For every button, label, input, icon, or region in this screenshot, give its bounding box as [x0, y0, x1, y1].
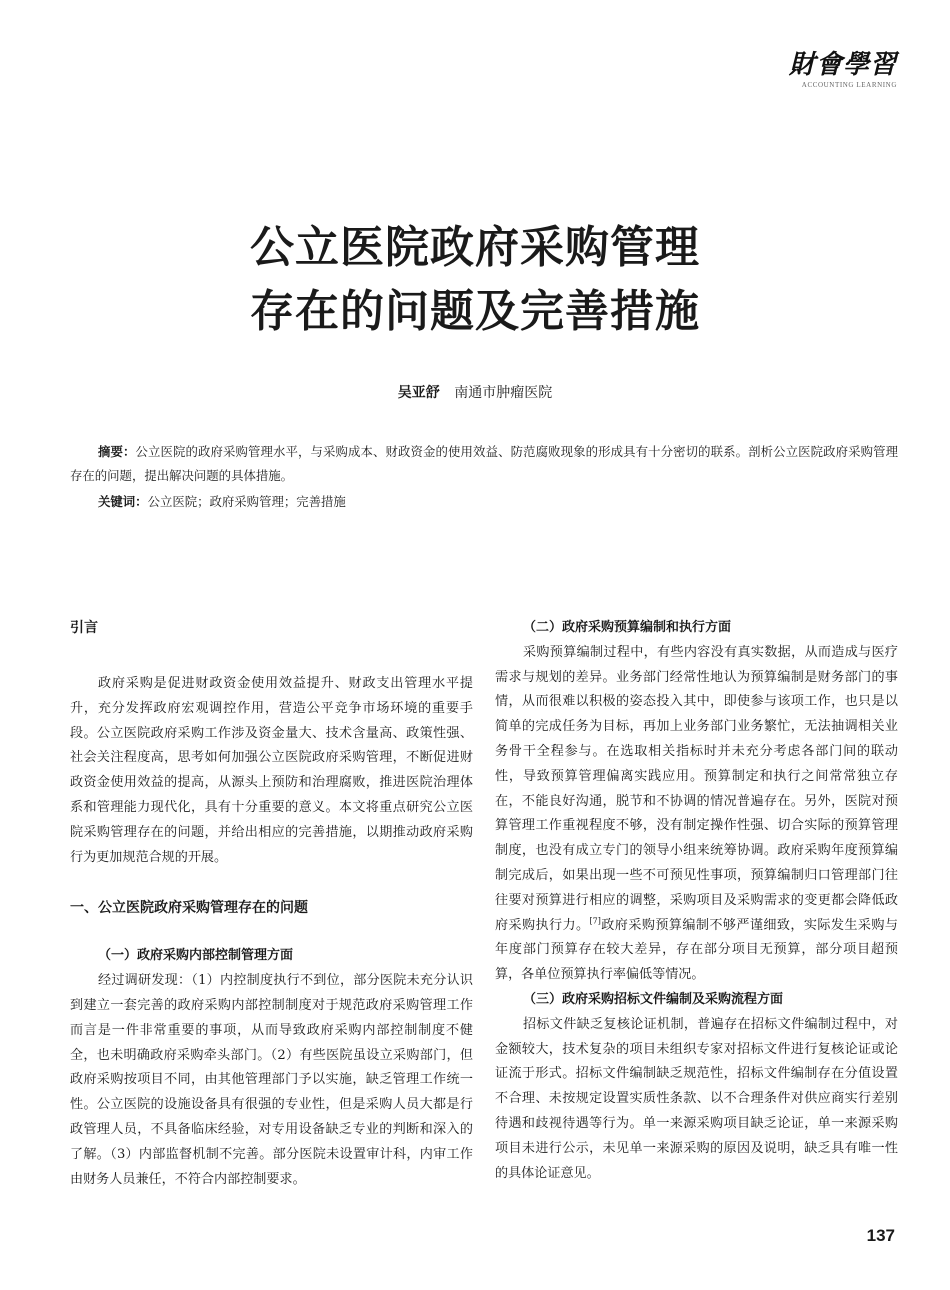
sub3-paragraph: 招标文件缺乏复核论证机制，普遍存在招标文件编制过程中，对金额较大，技术复杂的项目未组织专家对招标文件进行复核论证或论证流于形式。招标文件编制缺乏规范性，招标文件编制存在分值设置不合理、未按规定设置实质性条款、以不合理条件对供应商实行差别待遇和歧视待遇等行为。单一来源采购项目缺乏论证，单一来源采购项目未进行公示，未见单一来源采购的原因及说明，缺乏具有唯一性的具体论证意见。 [495, 1016, 898, 1181]
journal-subtitle: ACCOUNTING LEARNING [801, 81, 897, 89]
abstract-label: 摘要： [98, 444, 136, 459]
page-number: 137 [866, 1226, 895, 1245]
left-column [70, 616, 473, 1192]
sub2-text-after-ref: 政府采购预算编制不够严谨细致，实际发生采购与年度部门预算存在较大差异，存在部分项目无预算，部分项目超预算，各单位预算执行率偏低等情况。 [495, 917, 899, 983]
keywords-text: 公立医院；政府采购管理；完善措施 [147, 494, 346, 509]
sub1-heading: （一）政府采购内部控制管理方面 [98, 948, 294, 964]
sub2-paragraph [495, 641, 898, 988]
section1-heading: 一、公立医院政府采购管理存在的问题 [70, 900, 308, 917]
article-title [0, 216, 950, 344]
keywords [98, 490, 898, 514]
author-institution: 南通市肿瘤医院 [454, 385, 553, 401]
sub1-paragraph: 经过调研发现：（1）内控制度执行不到位，部分医院未充分认识到建立一套完善的政府采购内部控制制度对于规范政府采购管理工作而言是一件非常重要的事项，从而导致政府采购内部控制制度不健全，也未明确政府采购牵头部门。（2）有些医院虽设立采购部门，但政府采购按项目不同，由其他管理部门予以实施，缺乏管理工作统一性。公立医院的设施设备具有很强的专业性，但是采购人员大都是行政管理人员，不具备临床经验，对专用设备缺乏专业的判断和深入的了解。（3）内部监督机制不完善。部分医院未设置审计科，内审工作由财务人员兼任，不符合内部控制要求。 [70, 973, 473, 1187]
keywords-label: 关键词： [98, 494, 148, 509]
reference-mark: [7] [589, 916, 601, 926]
author-name: 吴亚舒 [397, 385, 440, 401]
right-column [495, 616, 898, 1186]
title-line-1: 公立医院政府采购管理 [250, 222, 700, 273]
title-line-2: 存在的问题及完善措施 [250, 286, 700, 337]
intro-heading: 引言 [70, 620, 98, 636]
abstract-text: 公立医院的政府采购管理水平，与采购成本、财政资金的使用效益、防范腐败现象的形成具有十分密切的联系。剖析公立医院政府采购管理存在的问题，提出解决问题的具体措施。 [70, 444, 899, 483]
abstract [70, 440, 898, 488]
journal-brand [789, 50, 897, 89]
sub3-heading: （三）政府采购招标文件编制及采购流程方面 [523, 991, 784, 1007]
sub2-heading: （二）政府采购预算编制和执行方面 [523, 620, 732, 635]
byline [0, 383, 950, 403]
journal-logo: 財會學習 [788, 50, 897, 80]
sub2-text-before-ref: 采购预算编制过程中，有些内容没有真实数据，从而造成与医疗需求与规划的差异。业务部门经常性地认为预算编制是财务部门的事情，从而很难以积极的姿态投入其中，即使参与该项工作，也只是以简单的完成任务为目标，再加上业务部门业务繁忙，无法抽调相关业务骨干全程参与。在选取相关指标时并未充分考虑各部门间的联动性，导致预算管理偏离实践应用。预算制定和执行之间常常独立存在，不能良好沟通，脱节和不协调的情况普遍存在。另外，医院对预算管理工作重视程度不够，没有制定操作性强、切合实际的预算管理制度，也没有成立专门的领导小组来统筹协调。政府采购年度预算编制完成后，如果出现一些不可预见性事项，预算编制归口管理部门往往要对预算进行相应的调整，采购项目及采购需求的变更都会降低政府采购执行力。 [495, 644, 898, 933]
intro-paragraph: 政府采购是促进财政资金使用效益提升、财政支出管理水平提升，充分发挥政府宏观调控作用，营造公平竞争市场环境的重要手段。公立医院政府采购工作涉及资金量大、技术含量高、政策性强、社会关注程度高，思考如何加强公立医院政府采购管理，不断促进财政资金使用效益的提高，从源头上预防和治理腐败，推进医院治理体系和管理能力现代化，具有十分重要的意义。本文将重点研究公立医院采购管理存在的问题，并给出相应的完善措施，以期推动政府采购行为更加规范合规的开展。 [70, 676, 473, 865]
